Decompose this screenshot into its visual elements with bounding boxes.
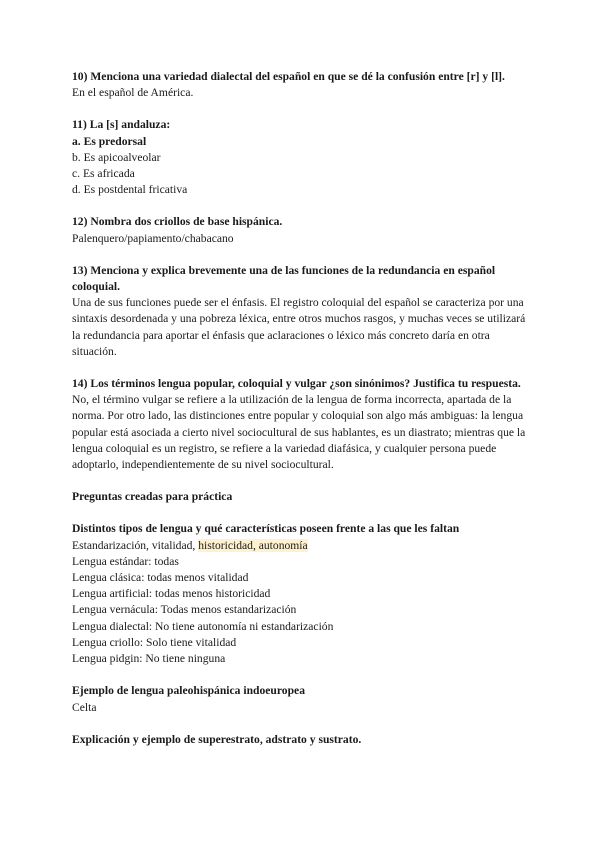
question-14-block <box>72 376 530 473</box>
practice-heading: Preguntas creadas para práctica <box>72 490 233 504</box>
practice-question-1: Distintos tipos de lengua y qué características poseen frente a las que les faltan <box>72 522 460 536</box>
practice-line: Lengua pidgin: No tiene ninguna <box>72 652 226 666</box>
practice-line: Lengua criollo: Solo tiene vitalidad <box>72 635 237 649</box>
document-body <box>72 69 530 764</box>
practice-line-features <box>72 538 530 554</box>
answer-14: No, el término vulgar se refiere a la utilización de la lengua de forma incorrecta, apartada de la norma. Por otro lado, las distinciones entre popular y coloquial son algo más ambiguas: la lengua popular está asociada a cierto nivel sociocultural de sus hablantes, es un diastrato; mientras que la lengua coloquial es un registro, se refiere a la variedad diafásica, y cualquier persona puede adoptarlo, independientemente de su nivel sociocultural. <box>72 393 526 472</box>
practice-line: Lengua clásica: todas menos vitalidad <box>72 571 249 585</box>
question-10-block <box>72 69 530 101</box>
question-14: 14) Los términos lengua popular, coloquial y vulgar ¿son sinónimos? Justifica tu respuesta. <box>72 377 521 391</box>
answer-12: Palenquero/papiamento/chabacano <box>72 231 234 245</box>
highlighted-text: historicidad, autonomía <box>198 538 308 552</box>
option-a: a. Es predorsal <box>72 134 147 148</box>
practice-line: Lengua vernácula: Todas menos estandarización <box>72 603 297 617</box>
option-d: d. Es postdental fricativa <box>72 183 188 197</box>
practice-answer-2: Celta <box>72 700 97 714</box>
question-11-block <box>72 117 530 198</box>
practice-line: Lengua artificial: todas menos historicidad <box>72 587 271 601</box>
practice-question-3-block <box>72 732 530 748</box>
question-13: 13) Menciona y explica brevemente una de las funciones de la redundancia en español coloquial. <box>72 263 496 294</box>
option-b: b. Es apicoalveolar <box>72 150 161 164</box>
practice-line: Lengua estándar: todas <box>72 554 179 568</box>
practice-heading-block <box>72 489 530 505</box>
practice-question-1-block <box>72 521 530 667</box>
answer-13: Una de sus funciones puede ser el énfasis. El registro coloquial del español se caracteriza por una sintaxis desordenada y una pobreza léxica, entre otros muchos rasgos, y muchas veces se utilizará la redundancia para aportar el énfasis que aclaraciones o léxico más concreto daría en otra situación. <box>72 296 526 358</box>
option-c: c. Es africada <box>72 167 135 181</box>
practice-question-2-block <box>72 683 530 715</box>
practice-question-2: Ejemplo de lengua paleohispánica indoeuropea <box>72 684 305 698</box>
practice-line: Lengua dialectal: No tiene autonomía ni estandarización <box>72 619 334 633</box>
question-12: 12) Nombra dos criollos de base hispánica. <box>72 215 283 229</box>
practice-question-3: Explicación y ejemplo de superestrato, adstrato y sustrato. <box>72 732 362 746</box>
answer-10: En el español de América. <box>72 86 194 100</box>
features-plain-text: Estandarización, vitalidad, <box>72 538 199 552</box>
question-13-block <box>72 263 530 360</box>
question-11: 11) La [s] andaluza: <box>72 118 171 132</box>
question-12-block <box>72 214 530 246</box>
question-10: 10) Menciona una variedad dialectal del español en que se dé la confusión entre [r] y [l]. <box>72 70 505 83</box>
